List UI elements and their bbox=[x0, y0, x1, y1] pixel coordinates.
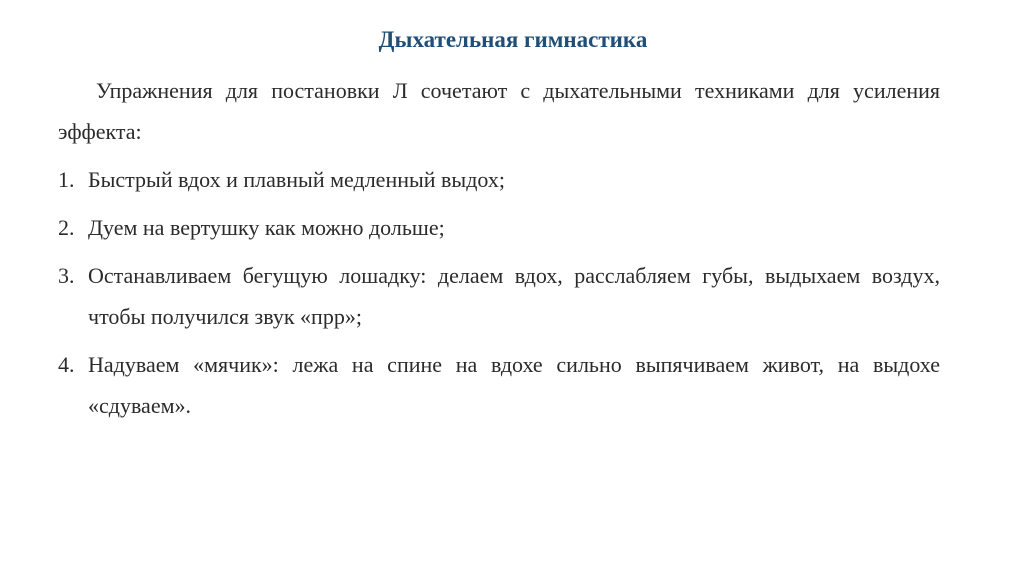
intro-paragraph: Упражнения для постановки Л сочетают с дыхательными техниками для усиления эффекта: bbox=[58, 78, 940, 144]
list-item-number: 1. bbox=[58, 167, 75, 192]
list-item bbox=[58, 344, 940, 426]
list-item-text: Надуваем «мячик»: лежа на спине на вдохе сильно выпячиваем живот, на выдохе «сдуваем». bbox=[88, 352, 940, 418]
slide-title: Дыхательная гимнастика bbox=[378, 27, 648, 52]
list-item bbox=[58, 207, 940, 248]
list-item bbox=[58, 255, 940, 337]
list-item bbox=[58, 159, 940, 200]
list-item-number: 4. bbox=[58, 352, 75, 377]
list-item-text: Дуем на вертушку как можно дольше; bbox=[88, 215, 445, 240]
list-item-text: Быстрый вдох и плавный медленный выдох; bbox=[88, 167, 505, 192]
list-item-number: 3. bbox=[58, 263, 75, 288]
exercise-list bbox=[58, 159, 940, 426]
list-item-text: Останавливаем бегущую лошадку: делаем вдох, расслабляем губы, выдыхаем воздух, чтобы получился звук «прр»; bbox=[88, 263, 940, 329]
list-item-number: 2. bbox=[58, 215, 75, 240]
